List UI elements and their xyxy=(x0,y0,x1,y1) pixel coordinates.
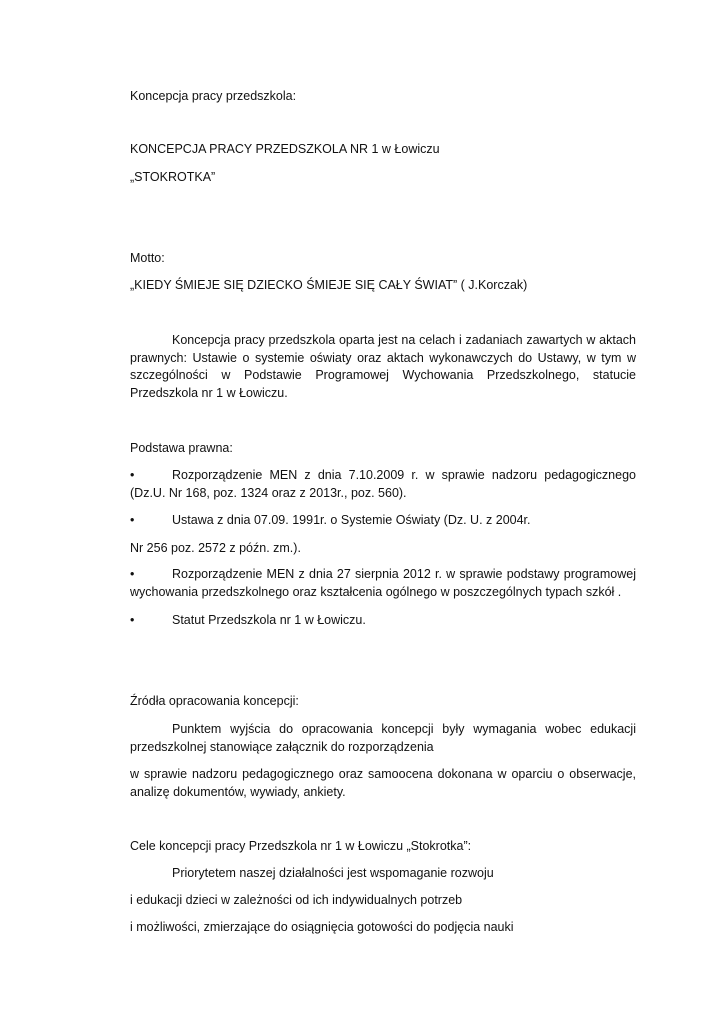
legal-basis-item-continuation: Nr 256 poz. 2572 z późn. zm.). xyxy=(130,541,301,555)
intro-paragraph: Koncepcja pracy przedszkola oparta jest na celach i zadaniach zawartych w aktach prawnych: Ustawie o systemie oświaty oraz aktach wykonawczych do Ustawy, w tym w szczególności w Podstawie Programowej Wychowania Przedszkolnego, statucie Przedszkola nr 1 w Łowiczu. xyxy=(130,333,636,400)
legal-basis-item-text: Rozporządzenie MEN z dnia 7.10.2009 r. w sprawie nadzoru pedagogicznego (Dz.U. Nr 168, poz. 1324 oraz z 2013r., poz. 560). xyxy=(130,468,636,500)
bullet-icon: • xyxy=(130,513,135,527)
legal-basis-label: Podstawa prawna: xyxy=(130,441,233,455)
legal-basis-item xyxy=(130,612,636,630)
bullet-icon: • xyxy=(130,468,135,482)
goals-line: Priorytetem naszej działalności jest wspomaganie rozwoju xyxy=(172,866,494,880)
legal-basis-item xyxy=(130,467,636,502)
document-heading: Koncepcja pracy przedszkola: xyxy=(130,89,297,103)
bullet-icon: • xyxy=(130,613,135,627)
goals-line: i możliwości, zmierzające do osiągnięcia gotowości do podjęcia nauki xyxy=(130,920,514,934)
legal-basis-item xyxy=(130,566,636,601)
legal-basis-item-text: Rozporządzenie MEN z dnia 27 sierpnia 2012 r. w sprawie podstawy programowej wychowania przedszkolnego oraz kształcenia ogólnego w poszczególnych typach szkół . xyxy=(130,567,636,599)
legal-basis-item-text: Statut Przedszkola nr 1 w Łowiczu. xyxy=(172,613,366,627)
motto-text: „KIEDY ŚMIEJE SIĘ DZIECKO ŚMIEJE SIĘ CAŁY ŚWIAT” ( J.Korczak) xyxy=(130,278,528,292)
sources-label: Źródła opracowania koncepcji: xyxy=(130,694,299,708)
goals-label: Cele koncepcji pracy Przedszkola nr 1 w Łowiczu „Stokrotka”: xyxy=(130,839,472,853)
sources-paragraph: w sprawie nadzoru pedagogicznego oraz samoocena dokonana w oparciu o obserwacje, analizę dokumentów, wywiady, ankiety. xyxy=(130,767,636,799)
motto-label: Motto: xyxy=(130,251,165,265)
bullet-icon: • xyxy=(130,567,135,581)
document-subtitle: „STOKROTKA” xyxy=(130,170,216,184)
goals-line: i edukacji dzieci w zależności od ich indywidualnych potrzeb xyxy=(130,893,463,907)
legal-basis-item xyxy=(130,512,636,530)
legal-basis-item-text: Ustawa z dnia 07.09. 1991r. o Systemie Oświaty (Dz. U. z 2004r. xyxy=(172,513,531,527)
document-title: KONCEPCJA PRACY PRZEDSZKOLA NR 1 w Łowiczu xyxy=(130,142,440,156)
sources-paragraph: Punktem wyjścia do opracowania koncepcji były wymagania wobec edukacji przedszkolnej stanowiące załącznik do rozporządzenia xyxy=(130,722,636,754)
